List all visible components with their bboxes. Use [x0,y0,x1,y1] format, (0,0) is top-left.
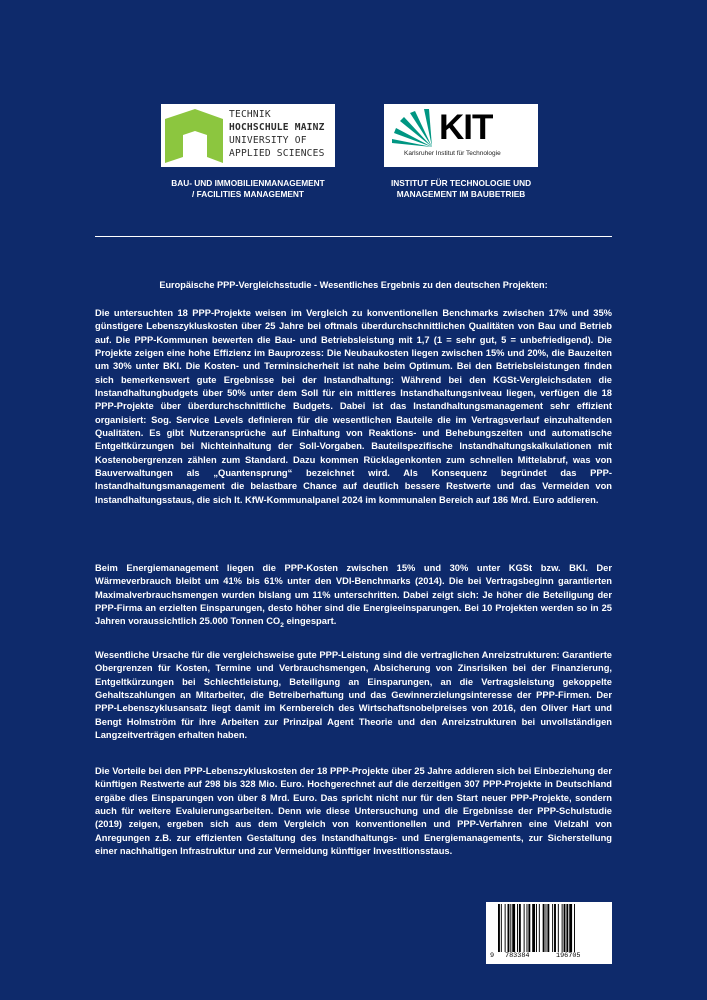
paragraph-incentives: Wesentliche Ursache für die vergleichsweise gute PPP-Leistung sind die vertraglichen Anreizstrukturen: Garantierte Obergrenzen für Kosten, Termine und Verbrauchsmengen, Absicherung von Zinsrisiken bei der Finanzierung, Entgeltkürzungen bei Schlechtleistung, Beteiligung an Einsparungen, an die Vertragsleistung gekoppelte Gehaltszahlungen an Mitarbeiter, die Betreiberhaftung und das Gewinnerzielungsinteresse der PPP-Firmen. Der PPP-Lebenszyklusansatz liegt damit im Kernbereich des Wirtschaftsnobelpreises von 2016, den Oliver Hart und Bengt Holmström für ihre Arbeiten zur Prinzipal Agent Theorie und den Anreizstrukturen bei unvollständigen Langzeitverträgen erhalten haben. [95,650,612,741]
barcode-digits-right: 196705 [556,952,581,960]
paragraph-energy: Beim Energiemanagement liegen die PPP-Kosten zwischen 15% und 30% unter KGSt bzw. BKI. Der Wärmeverbrauch bleibt um 41% bis 61% unter den VDI-Benchmarks (2014). Die bei Vertragsbeginn garantierten Maximalverbrauchsmengen wurden bislang um 11% unterschritten. Dabei zeigt sich: Je höher die Beteiligung der PPP-Firma an erzielten Einsparungen, desto höher sind die Energieeinsparungen. Bei 10 Projekten werden so in 25 Jahren voraussichtlich 25.000 Tonnen $CO_2$ eingespart. [95,563,612,630]
barcode-digit-lead: 9 [490,952,495,960]
caption-kit: INSTITUT FÜR TECHNOLOGIE UND MANAGEMENT IM BAUBETRIEB [390,178,532,199]
paragraph-summary: Die untersuchten 18 PPP-Projekte weisen im Vergleich zu konventionellen Benchmarks zwischen 17% und 35% günstigere Lebenszykluskosten über 25 Jahre bei oftmals überdurchschnittlichen Qualitäten von Bau und Betrieb auf. Die PPP-Kommunen bewerten die Bau- und Betriebsleistung mit 1,7 (1 = sehr gut, 5 = unbefriedigend). Die Projekte zeigen eine hohe Effizienz im Bauprozess: Die Neubaukosten liegen zwischen 15% und 20%, die Bauzeiten um 30% unter BKI. Die Kosten- und Terminsicherheit ist nahe beim Optimum. Bei den Betriebsleistungen finden sich bemerkenswert gute Ergebnisse bei der Instandhaltung: Während bei den KGSt-Vergleichsdaten die Instandhaltungbudgets über 50% unter dem Soll für ein mittleres Instandhaltungsniveau liegen, verfügen die 18 PPP-Projekte über überdurchschnittliche Budgets. Dabei ist das Instandhaltungsmanagement sehr effizient organisiert: Sog. Service Levels definieren für die wesentlichen Bauteile die im Vertragsverlauf einzuhaltenden Qualitäten. Es gibt Nutzeransprüche auf Einhaltung von Reaktions- und Behebungszeiten und automatische Entgeltkürzungen bei Nichteinhaltung der Soll-Vorgaben. Bauteilspezifische Instandhaltungskalkulationen mit Kostenobergrenzen zählen zum Standard. Dazu kommen Rücklagenkonten zum schnellen Mittelabruf, was von Bauverwaltungen als „Quantensprung“ bezeichnet wird. Als Konsequenz begründet das PPP-Instandhaltungsmanagement die belastbare Chance auf deutlich bessere Restwerte und das Vermeiden von Instandhaltungsstaus, die sich lt. KfW-Kommunalpanel 2024 im kommunalen Bereich auf 186 Mrd. Euro addieren. [95,308,612,505]
page-title: Europäische PPP-Vergleichsstudie - Wesentliches Ergebnis zu den deutschen Projekten: [159,280,548,290]
barcode-digits-left: 783384 [505,952,530,960]
kit-subtitle: Karlsruher Institut für Technologie [404,150,501,157]
kit-logo [384,104,538,167]
logo-line-applied-sciences: APPLIED SCIENCES [229,148,325,159]
logo-line-university: UNIVERSITY OF [229,135,307,146]
hochschule-mainz-logo [161,104,335,167]
paragraph-conclusion: Die Vorteile bei den PPP-Lebenszykluskosten der 18 PPP-Projekte über 25 Jahre addieren sich bei Einbeziehung der künftigen Restwerte auf 298 bis 328 Mio. Euro. Hochgerechnet auf die derzeitigen 307 PPP-Projekte in Deutschland ergäbe dies Einsparungen von über 8 Mrd. Euro. Das spricht nicht nur für den Start neuer PPP-Projekte, sondern auch für weitere Evaluierungsarbeiten. Denn wie diese Untersuchung und die Ergebnisse der PPP-Schulstudie (2019) zeigen, ergeben sich aus dem Vergleich von konventionellen und PPP-Verfahren eine Vielzahl von Anregungen z.B. zur effizienten Gestaltung des Instandhaltungs- und Energiemanagements, zur Sicherstellung einer nachhaltigen Infrastruktur und zur Vermeidung künftiger Investitionsstaus. [95,766,612,857]
barcode-bars-icon [490,904,608,954]
hochschule-mainz-emblem-icon [163,107,225,165]
isbn-barcode [486,902,612,964]
logo-line-technik: TECHNIK [229,109,271,120]
kit-wordmark: KIT [439,108,493,147]
divider-line [95,236,612,237]
caption-hochschule: BAU- UND IMMOBILIENMANAGEMENT / FACILITIES MANAGEMENT [171,178,325,199]
logo-line-hochschule-mainz: HOCHSCHULE MAINZ [229,122,325,133]
